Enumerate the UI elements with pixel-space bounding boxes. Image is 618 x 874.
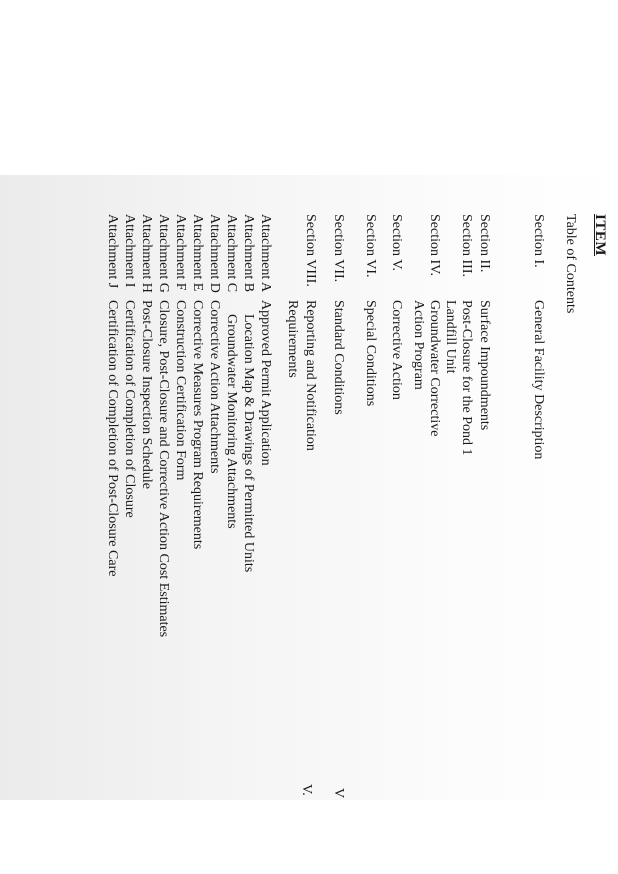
attachment-label: Attachment I <box>122 214 137 288</box>
attachment-title: Corrective Measures Program Requirements <box>190 300 205 550</box>
section-label: Section V. <box>389 214 404 272</box>
attachment-row <box>206 214 223 874</box>
section-title: Groundwater Corrective <box>427 300 442 437</box>
attachment-label: Attachment G <box>156 214 171 293</box>
section-title: Special Conditions <box>363 300 378 407</box>
page-number-section-viii: V. <box>299 784 314 796</box>
section-title: Post-Closure for the Pond 1 <box>459 300 474 456</box>
attachment-title: Post-Closure Inspection Schedule <box>139 300 154 489</box>
attachment-label: Attachment A <box>258 214 273 293</box>
attachment-row <box>138 214 155 874</box>
item-heading: ITEM <box>592 214 608 257</box>
attachment-row <box>189 214 206 874</box>
attachment-label: Attachment H <box>139 214 154 293</box>
attachment-label: Attachment C <box>224 214 239 293</box>
section-label: Section I. <box>531 214 546 268</box>
section-label: Section II. <box>477 214 492 273</box>
section-label: Section III. <box>459 214 474 277</box>
attachment-title: Closure, Post-Closure and Corrective Action Cost Estimates <box>156 300 171 638</box>
section-title-line-2: Action Program <box>411 300 426 390</box>
attachment-title: Location Map & Drawings of Permitted Units <box>241 314 256 573</box>
attachment-row <box>121 214 138 874</box>
attachment-title: Certification of Completion of Closure <box>122 300 137 518</box>
section-title-line-2: Requirements <box>285 300 300 378</box>
attachment-list <box>104 214 274 874</box>
section-label: Section VII. <box>331 214 346 283</box>
section-label: Section VIII. <box>303 214 318 287</box>
attachment-label: Attachment D <box>207 214 222 293</box>
toc-title: Table of Contents <box>563 214 578 314</box>
section-label: Section IV. <box>427 214 442 276</box>
attachment-label: Attachment E <box>190 214 205 292</box>
attachment-title: Construction Certification Form <box>173 300 188 481</box>
attachment-label: Attachment B <box>241 214 256 293</box>
attachment-title: Approved Permit Application <box>258 300 273 466</box>
attachment-row <box>155 214 172 874</box>
section-title: Standard Conditions <box>331 300 346 415</box>
section-title: Corrective Action <box>389 300 404 400</box>
attachment-title: Certification of Completion of Post-Closure Care <box>105 300 120 577</box>
attachment-row <box>240 214 257 874</box>
attachment-title: Corrective Action Attachments <box>207 300 222 474</box>
attachment-row <box>172 214 189 874</box>
section-title: Surface Impoundments <box>477 300 492 431</box>
attachment-row <box>223 214 240 874</box>
attachment-label: Attachment J <box>105 214 120 289</box>
attachment-row <box>257 214 274 874</box>
section-title: Reporting and Notification <box>303 300 318 451</box>
attachment-label: Attachment F <box>173 214 188 291</box>
attachment-title: Groundwater Monitoring Attachments <box>224 314 239 529</box>
section-title-line-2: Landfill Unit <box>443 300 458 374</box>
section-title: General Facility Description <box>531 300 546 460</box>
attachment-row <box>104 214 121 874</box>
page-number-section-vii: V <box>331 788 346 799</box>
section-label: Section VI. <box>363 214 378 278</box>
